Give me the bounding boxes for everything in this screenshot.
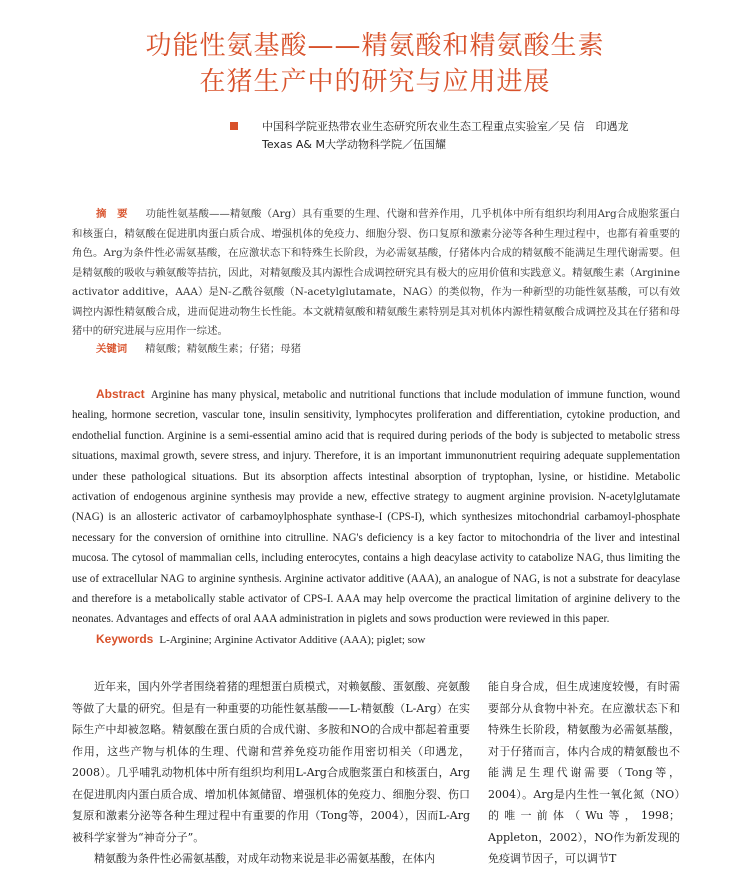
author-line-2: Texas A& M大学动物科学院／伍国耀 — [262, 138, 446, 151]
chinese-abstract — [72, 205, 680, 342]
body-right-column — [488, 676, 680, 870]
title-line-2: 在猪生产中的研究与应用进展 — [199, 67, 551, 97]
body-paragraph-1: 近年来，国内外学者围绕着猪的理想蛋白质模式，对赖氨酸、蛋氨酸、亮氨酸等做了大量的研究。但是有一种重要的功能性氨基酸——L-精氨酸（L-Arg）在实际生产中却被忽略。精氨酸在蛋白质的合成代谢、多胺和NO的合成中都起着重要作用，这些产物与机体的生理、代谢和营养免疫功能作用密切相关（印遇龙，2008）。几乎哺乳动物机体中所有组织均利用L-Arg合成胞浆蛋白和核蛋白，Arg在促进肌肉内蛋白质合成、增加机体氮储留、增强机体的免疫力、细胞分裂、伤口复原和激素分泌等各种生理过程中有重要的作用（Tong等，2004），因而L-Arg被科学家誉为“神奇分子”。 — [72, 680, 470, 844]
chinese-keywords-text: 精氨酸；精氨酸生素；仔猪；母猪 — [145, 343, 302, 355]
body-paragraph-2: 精氨酸为条件性必需氨基酸，对成年动物来说是非必需氨基酸，在体内 — [94, 852, 435, 865]
english-keywords-label: Keywords — [96, 632, 154, 646]
chinese-keywords — [72, 340, 301, 358]
author-line-1: 中国科学院亚热带农业生态研究所农业生态工程重点实验室／吴 信 印遇龙 — [262, 120, 629, 133]
english-abstract — [72, 384, 680, 630]
author-block — [230, 118, 730, 154]
english-keywords — [72, 630, 425, 649]
paper-title — [0, 28, 750, 100]
english-abstract-text: Arginine has many physical, metabolic and nutritional functions that include modulation of immune function, wound healing, hormone secretion, vascular tone, insulin sensitivity, lymphocytes proliferation and differentiation, cytokine production, and endothelial function. Arginine is a semi-essential amino acid that is required during periods of the body is subjected to metabolic stress situations, maximal growth, severe stress, and injury. Therefore, it is an important immunonutrient requiring adequate supplementation under these pathological situations. But its absorption affects intestinal absorption of tryptophan, lysine, or histidine. Metabolic activation of endogenous arginine synthesis may provide a new, effective strategy to augment arginine provision. N-acetylglutamate (NAG) is an allosteric activator of carbamoylphosphate synthase-I (CPS-I), which synthesizes mitochondrial carbamoyl-phosphate necessary for the conversion of ornithine into citrulline. NAG's deficiency is a key factor to mitochondria of the liver and intestinal mucosa. The cytosol of mammalian cells, including enterocytes, contains a high deacylase activity to catabolize NAG, thus limiting the use of extracellular NAG to arginine synthesis. Arginine activator additive (AAA), an analogue of NAG, is not a substrate for deacylase and therefore is a metabolically stable activator of CPS-I. AAA may help overcome the practical limitation of arginine delivery to the neonates. Advantages and effects of oral AAA administration in piglets and sows production were reviewed in this paper. — [72, 389, 680, 626]
english-abstract-label: Abstract — [96, 387, 145, 401]
body-left-column — [72, 676, 470, 870]
chinese-abstract-text: 功能性氨基酸——精氨酸（Arg）具有重要的生理、代谢和营养作用，几乎机体中所有组织均利用Arg合成胞浆蛋白和核蛋白，精氨酸在促进肌肉蛋白质合成、增强机体的免疫力、细胞分裂、伤口复原和激素分泌等各种生理过程中，也都有着重要的角色。Arg为条件性必需氨基酸，在应激状态下和特殊生长阶段，为必需氨基酸，仔猪体内合成的精氨酸不能满足生理代谢需要。但是精氨酸的吸收与赖氨酸等拮抗，因此，对精氨酸及其内源性合成调控研究具有极大的应用价值和实践意义。精氨酸生素（Arginine activator additive，AAA）是N-乙酰谷氨酸（N-acetylglutamate，NAG）的类似物，作为一种新型的功能性氨基酸，可以有效调控内源性精氨酸合成，进而促进动物生长性能。本文就精氨酸和精氨酸生素特别是其对机体内源性精氨酸合成调控及其在仔猪和母猪中的研究进展与应用作一综述。 — [72, 208, 680, 337]
chinese-abstract-label: 摘 要 — [96, 208, 128, 220]
body-right-text: 能自身合成，但生成速度较慢，有时需要部分从食物中补充。在应激状态下和特殊生长阶段，精氨酸为必需氨基酸，对于仔猪而言，体内合成的精氨酸也不能满足生理代谢需要（Tong等，2004）。Arg是内生性一氧化氮（NO）的唯一前体（Wu等，1998；Appleton，2002），NO作为新发现的免疫调节因子，可以调节T — [488, 680, 680, 865]
square-bullet-icon — [230, 122, 238, 130]
chinese-keywords-label: 关键词 — [96, 343, 128, 355]
english-keywords-text: L-Arginine; Arginine Activator Additive (AAA); piglet; sow — [159, 634, 426, 646]
title-line-1: 功能性氨基酸——精氨酸和精氨酸生素 — [145, 31, 605, 61]
